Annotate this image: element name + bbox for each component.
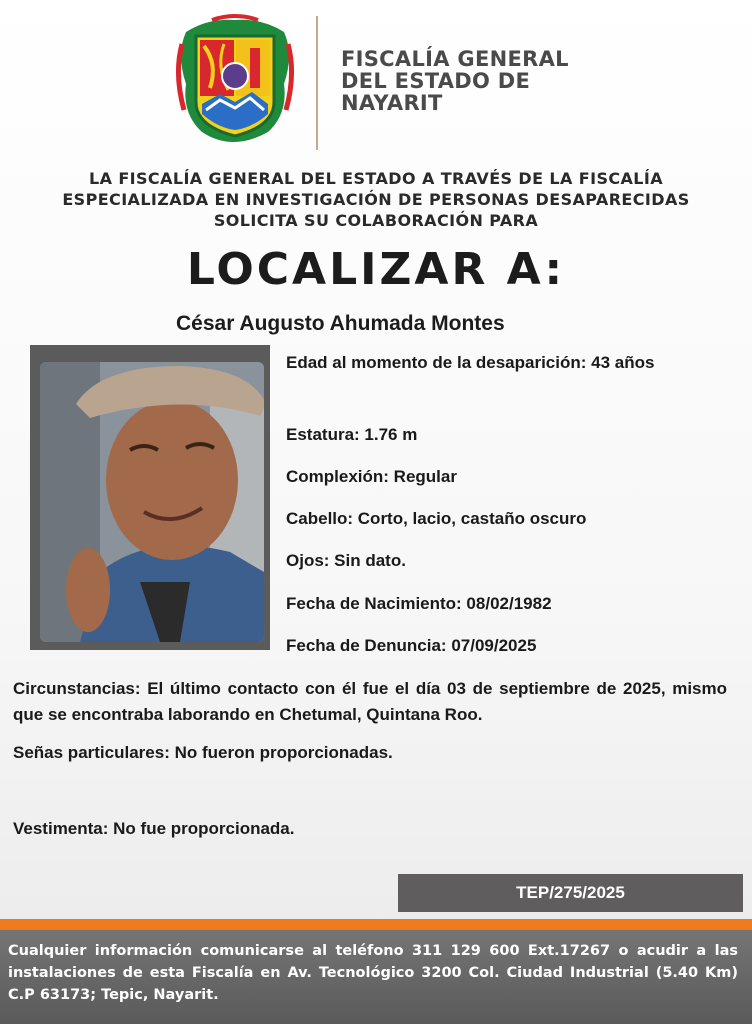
org-name-line3: NAYARIT: [341, 91, 443, 115]
fact-birth-date: Fecha de Nacimiento: 08/02/1982: [286, 594, 552, 613]
intro-line3: SOLICITA SU COLABORACIÓN PARA: [213, 211, 539, 230]
accent-bar: [0, 919, 752, 930]
case-reference-number: TEP/275/2025: [516, 883, 625, 902]
distinguishing-marks-text: Señas particulares: No fueron proporcionadas.: [13, 743, 393, 762]
fact-hair: Cabello: Corto, lacio, castaño oscuro: [286, 509, 587, 528]
person-name: César Augusto Ahumada Montes: [176, 312, 505, 335]
intro-text: [20, 168, 732, 231]
intro-line1: LA FISCALÍA GENERAL DEL ESTADO A TRAVÉS DE LA FISCALÍA: [88, 169, 664, 188]
fact-age: Edad al momento de la desaparición: 43 años: [286, 353, 655, 372]
header-divider: [316, 16, 318, 150]
fact-build: Complexión: Regular: [286, 467, 457, 486]
org-name-line1: FISCALÍA GENERAL: [341, 47, 569, 71]
fact-report-date: Fecha de Denuncia: 07/09/2025: [286, 636, 537, 655]
clothing-text: Vestimenta: No fue proporcionada.: [13, 819, 295, 838]
case-reference-badge: [398, 874, 743, 912]
photo-frame: [30, 345, 270, 650]
footer-contact-text: Cualquier información comunicarse al teléfono 311 129 600 Ext.17267 o acudir a las instalaciones de esta Fiscalía en Av. Tecnológico 3200 Col. Ciudad Industrial (5.40 Km) C.P 63173; Tepic, Nayarit.: [8, 943, 738, 1003]
fact-height: Estatura: 1.76 m: [286, 425, 418, 444]
org-name: [341, 48, 661, 114]
fact-eyes: Ojos: Sin dato.: [286, 551, 406, 570]
state-coat-of-arms-icon: [172, 14, 298, 150]
org-name-line2: DEL ESTADO DE: [341, 69, 531, 93]
footer: [0, 930, 752, 1024]
circumstances-text: Circunstancias: El último contacto con él fue el día 03 de septiembre de 2025, mismo que se encontraba laborando en Chetumal, Quintana Roo.: [13, 679, 727, 724]
page-title: LOCALIZAR A:: [186, 244, 566, 295]
intro-line2: ESPECIALIZADA EN INVESTIGACIÓN DE PERSONAS DESAPARECIDAS: [62, 190, 690, 209]
missing-person-photo: [40, 362, 264, 642]
